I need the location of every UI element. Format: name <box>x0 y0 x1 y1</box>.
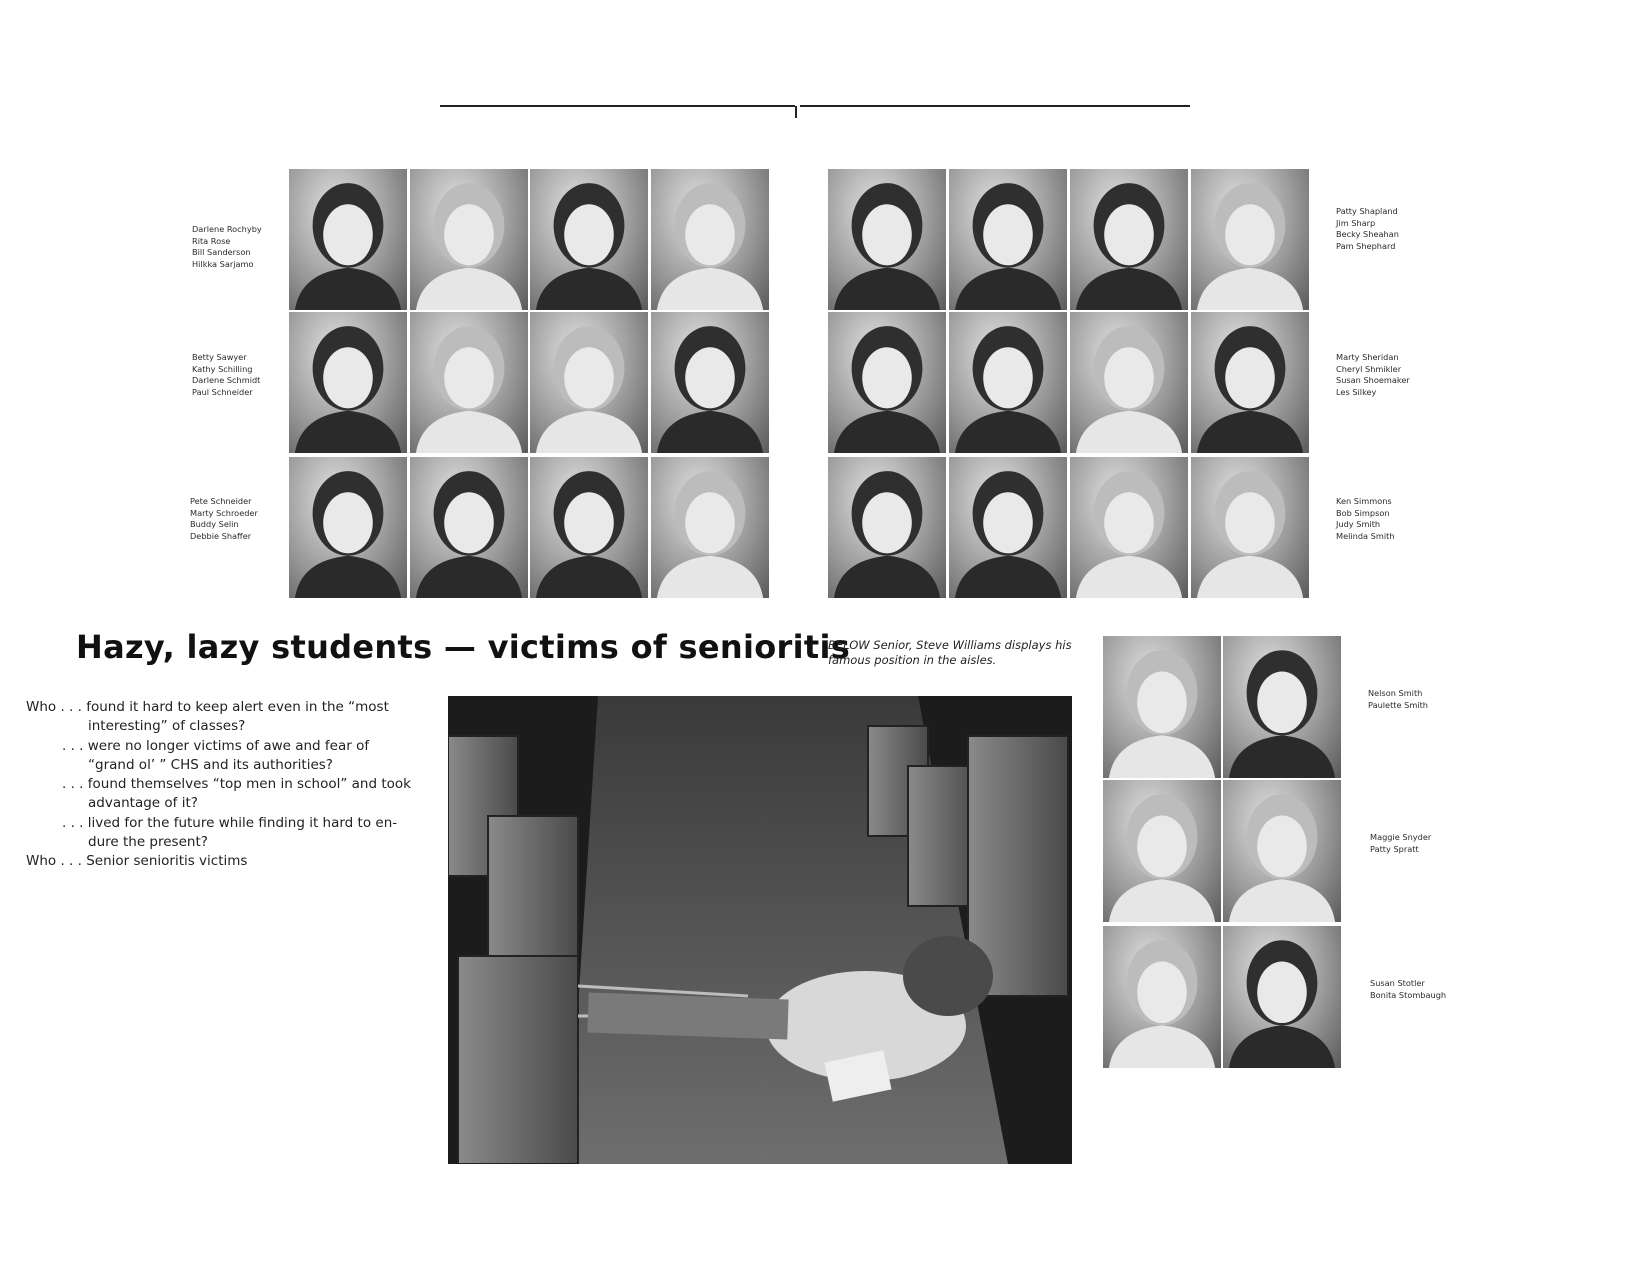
portrait-right-r1-c2 <box>949 169 1067 310</box>
body-line: interesting” of classes? <box>88 718 246 735</box>
name: Patty Spratt <box>1370 843 1419 854</box>
feature-photo <box>448 696 1072 1164</box>
name: Nelson Smith <box>1368 688 1423 698</box>
portrait-right-r2-c2 <box>949 312 1067 453</box>
name: Paulette Smith <box>1368 699 1428 710</box>
portrait-right-r1-c3 <box>1070 169 1188 310</box>
left-row3-names <box>190 496 258 542</box>
portrait-right-r2-c4 <box>1191 312 1309 453</box>
portrait-right-r2-c1 <box>828 312 946 453</box>
photo-caption: BELOW Senior, Steve Williams displays his famous position in the aisles. <box>828 638 1072 667</box>
name: Marty Sheridan <box>1336 352 1399 362</box>
top-rule-right <box>800 105 1190 107</box>
name: Patty Shapland <box>1336 206 1398 216</box>
name: Bob Simpson <box>1336 507 1390 518</box>
name: Kathy Schilling <box>192 363 253 374</box>
body-line: . . . found themselves “top men in school” and took <box>62 776 411 793</box>
portrait-left-r2-c2 <box>410 312 528 453</box>
name: Paul Schneider <box>192 386 253 397</box>
portrait-pair-r3-c2 <box>1223 926 1341 1068</box>
auditorium-photo <box>448 696 1072 1164</box>
body-line: . . . were no longer victims of awe and fear of <box>62 737 370 754</box>
portrait-left-r2-c3 <box>530 312 648 453</box>
portrait-right-r3-c3 <box>1070 457 1188 598</box>
name: Hilkka Sarjamo <box>192 258 254 269</box>
pair2-names <box>1370 832 1431 855</box>
portrait-left-r3-c1 <box>289 457 407 598</box>
portrait-left-r1-c1 <box>289 169 407 310</box>
body-line: Who . . . found it hard to keep alert even in the “most <box>26 699 389 715</box>
name: Darlene Rochyby <box>192 224 262 234</box>
right-row3-names <box>1336 496 1395 542</box>
name: Susan Stotler <box>1370 978 1425 988</box>
portrait-right-r3-c2 <box>949 457 1067 598</box>
portrait-left-r1-c3 <box>530 169 648 310</box>
portrait-pair-r2-c2 <box>1223 780 1341 922</box>
name: Darlene Schmidt <box>192 375 261 385</box>
pair3-names <box>1370 978 1446 1001</box>
left-row1-names <box>192 224 262 270</box>
name: Susan Shoemaker <box>1336 375 1410 385</box>
name: Marty Schroeder <box>190 507 258 518</box>
portrait-right-r1-c4 <box>1191 169 1309 310</box>
portrait-left-r3-c4 <box>651 457 769 598</box>
portrait-left-r1-c4 <box>651 169 769 310</box>
name: Ken Simmons <box>1336 496 1392 506</box>
portrait-pair-r2-c1 <box>1103 780 1221 922</box>
name: Jim Sharp <box>1336 217 1376 228</box>
body-line: “grand ol’ ” CHS and its authorities? <box>88 756 333 773</box>
portrait-left-r3-c3 <box>530 457 648 598</box>
top-rule-left <box>440 105 795 107</box>
portrait-right-r3-c1 <box>828 457 946 598</box>
name: Rita Rose <box>192 235 231 246</box>
name: Judy Smith <box>1336 519 1381 529</box>
pair1-names <box>1368 688 1428 711</box>
name: Pam Shephard <box>1336 240 1396 251</box>
body-line: . . . lived for the future while finding it hard to en- <box>62 814 398 831</box>
left-row2-names <box>192 352 260 398</box>
right-row2-names <box>1336 352 1410 398</box>
name: Melinda Smith <box>1336 530 1395 541</box>
right-row1-names <box>1336 206 1399 252</box>
name: Cheryl Shmikler <box>1336 363 1402 374</box>
portrait-left-r1-c2 <box>410 169 528 310</box>
portrait-right-r1-c1 <box>828 169 946 310</box>
body-line: advantage of it? <box>88 795 198 812</box>
body-line: dure the present? <box>88 834 208 851</box>
portrait-pair-r1-c2 <box>1223 636 1341 778</box>
portrait-pair-r3-c1 <box>1103 926 1221 1068</box>
portrait-left-r2-c1 <box>289 312 407 453</box>
name: Bonita Stombaugh <box>1370 989 1447 1000</box>
portrait-pair-r1-c1 <box>1103 636 1221 778</box>
name: Maggie Snyder <box>1370 832 1432 842</box>
portrait-right-r3-c4 <box>1191 457 1309 598</box>
name: Pete Schneider <box>190 496 252 506</box>
page-headline: Hazy, lazy students — victims of senioritis <box>76 628 851 666</box>
portrait-left-r3-c2 <box>410 457 528 598</box>
name: Les Silkey <box>1336 386 1377 397</box>
body-line: Who . . . Senior senioritis victims <box>26 853 248 870</box>
name: Betty Sawyer <box>192 352 247 362</box>
name: Buddy Selin <box>190 519 239 529</box>
portrait-left-r2-c4 <box>651 312 769 453</box>
portrait-right-r2-c3 <box>1070 312 1188 453</box>
gutter-mark <box>795 106 797 118</box>
name: Debbie Shaffer <box>190 530 252 541</box>
body-text <box>26 698 416 872</box>
name: Becky Sheahan <box>1336 229 1399 239</box>
name: Bill Sanderson <box>192 247 251 257</box>
